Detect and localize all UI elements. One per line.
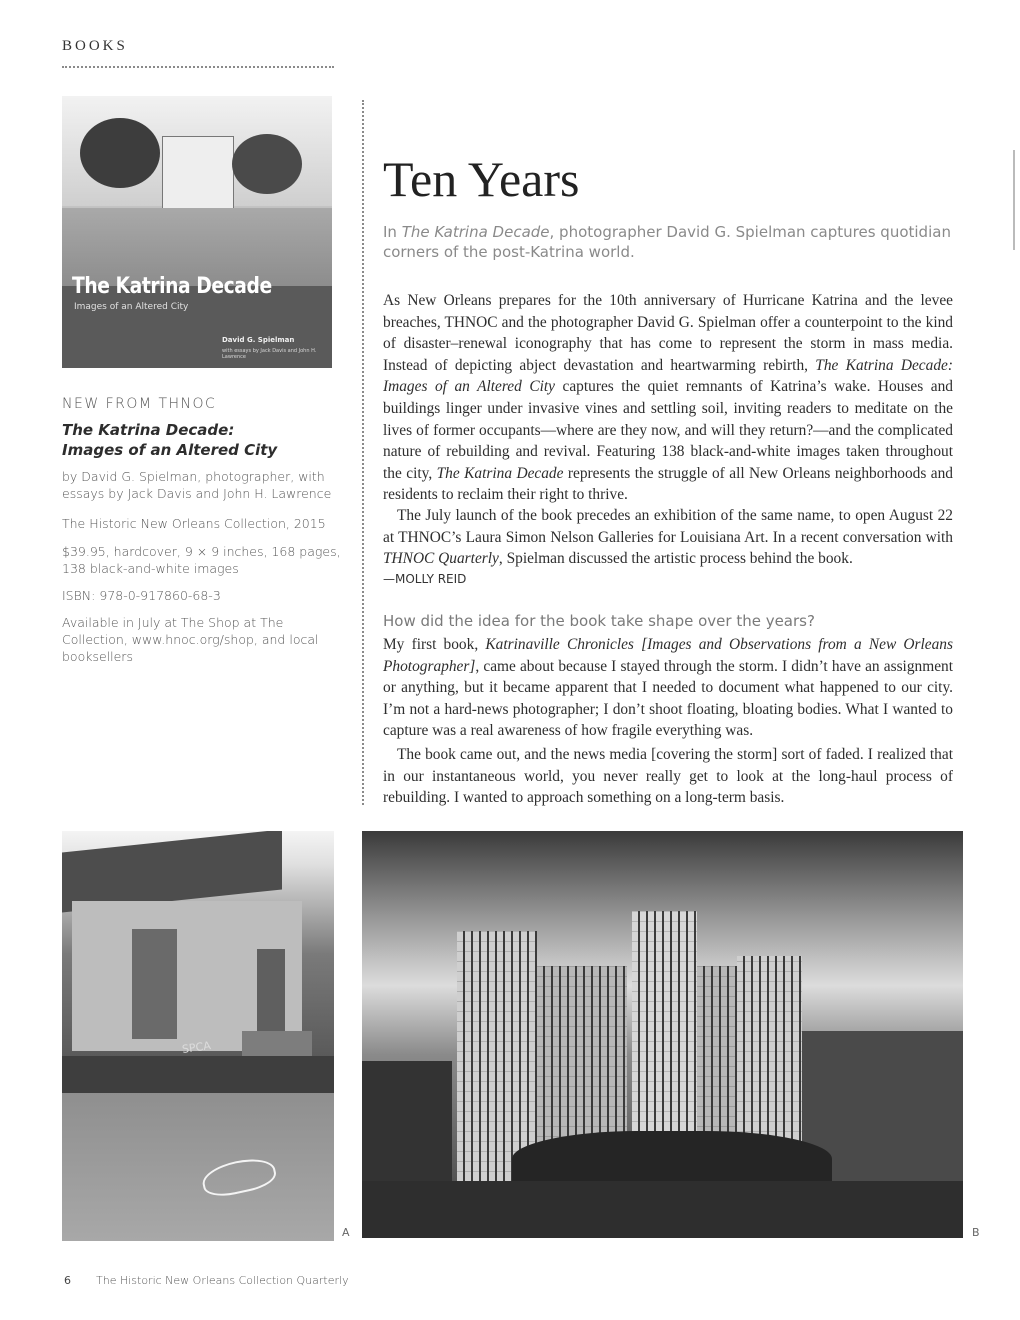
cover-house [162, 136, 234, 210]
answer-text: My first book, [383, 636, 486, 653]
section-label: BOOKS [62, 38, 128, 54]
cover-essays: with essays by Jack Davis and John H. Lawrence [222, 348, 317, 360]
book-title: The Katrina Decade [436, 464, 564, 482]
paragraph-text: represents the struggle of all New Orleans neighborhoods and residents to reclaim their right to thrive. [383, 464, 953, 504]
book-title: The Katrina Decade: Images of an Altered City [383, 356, 953, 396]
article-paragraph [383, 505, 953, 570]
paragraph-text: captures the quiet remnants of Katrina’s wake. Houses and buildings linger under invasive vines and settling soil, inviting readers to meditate on the lives of former occupants—where are they now, and will they return?—and the complicated nature of rebuilding and revival. Featuring 138 black-and-white images taken throughout the city, [383, 378, 953, 482]
photo-boarded-door [257, 949, 285, 1041]
dek-book-title: The Katrina Decade [401, 223, 550, 241]
sidebar-book-title-line: The Katrina Decade: [62, 421, 235, 439]
cover-tree [80, 118, 160, 188]
photo-b-label: B [972, 1226, 980, 1239]
publication-name: The Historic New Orleans Collection Quarterly [96, 1274, 349, 1287]
photo-b-charity-hospital [362, 831, 963, 1238]
paragraph-text: , Spielman discussed the artistic process behind the book. [498, 550, 853, 568]
interview-answer: The book came out, and the news media [covering the storm] sort of faded. I realized that in our instantaneous world, you never really get to look at the long-haul process of rebuilding. I wanted to approach something on a long-term basis. [383, 746, 953, 807]
header-divider [62, 66, 334, 68]
photo-a-abandoned-house [62, 831, 334, 1241]
cover-title: The Katrina Decade [72, 274, 272, 299]
paragraph-text: The July launch of the book precedes an exhibition of the same name, to open August 22 at THNOC’s Laura Simon Nelson Galleries for Louisiana Art. In a recent conversation with [383, 507, 953, 546]
article-paragraph [383, 290, 953, 506]
publication-title: THNOC Quarterly [383, 550, 499, 568]
photo-building-wing [457, 931, 537, 1181]
interview-question: How did the idea for the book take shape over the years? [383, 612, 815, 630]
cover-tree [232, 134, 302, 194]
sidebar-price-details: $39.95, hardcover, 9 × 9 inches, 168 pages, 138 black-and-white images [62, 544, 341, 576]
photo-a-label: A [342, 1226, 350, 1239]
page-number: 6 [64, 1274, 71, 1287]
photo-overgrowth [62, 1056, 334, 1094]
sidebar-book-title-line: Images of an Altered City [62, 441, 278, 459]
sidebar-availability: Available in July at The Shop at The Collection, www.hnoc.org/shop, and local booksellers [62, 615, 319, 664]
cover-subtitle: Images of an Altered City [74, 302, 189, 312]
sidebar-heading: NEW FROM THNOC [62, 396, 217, 412]
dek-text: In [383, 223, 402, 241]
article-dek [383, 222, 963, 262]
photo-street [362, 1181, 963, 1238]
dek-text: , photographer David G. Spielman captures quotidian corners of the post-Katrina world. [383, 223, 951, 261]
answer-text: , came about because I stayed through the storm. I didn’t have an assignment or anything, but it became apparent that I needed to document what happened to our city. I’m not a hard-news photographer; I don’t shoot floating, bloating bodies. What I wanted to capture was a real awareness of how fragile everything was. [383, 657, 953, 740]
article-byline: —MOLLY REID [383, 572, 467, 586]
book-title: Katrinaville Chronicles [Images and Observations from a New Orleans Photographer] [383, 636, 953, 675]
photo-boarded-window [132, 929, 177, 1039]
sidebar-isbn: ISBN: 978-0-917860-68-3 [62, 588, 221, 603]
sidebar-book-title [62, 420, 342, 460]
photo-graffiti: SPCA [181, 1039, 212, 1056]
article-headline: Ten Years [383, 151, 580, 207]
interview-answer [383, 634, 953, 742]
photo-street [62, 1093, 334, 1241]
column-divider [362, 100, 364, 805]
cover-author: David G. Spielman [222, 336, 295, 344]
paragraph-text: As New Orleans prepares for the 10th anniversary of Hurricane Katrina and the levee breaches, THNOC and the photographer David G. Spielman offer a counterpoint to the kind of disaster–renewal iconography that has come to represent the storm in mass media. Instead of depicting abject devastation and heartwarming rebirth, [383, 292, 953, 374]
book-cover-image [62, 96, 332, 368]
page-edge-mark [1013, 150, 1015, 250]
sidebar-credits: by David G. Spielman, photographer, with essays by Jack Davis and John H. Lawrence [62, 469, 332, 501]
sidebar-publisher: The Historic New Orleans Collection, 2015 [62, 516, 326, 531]
